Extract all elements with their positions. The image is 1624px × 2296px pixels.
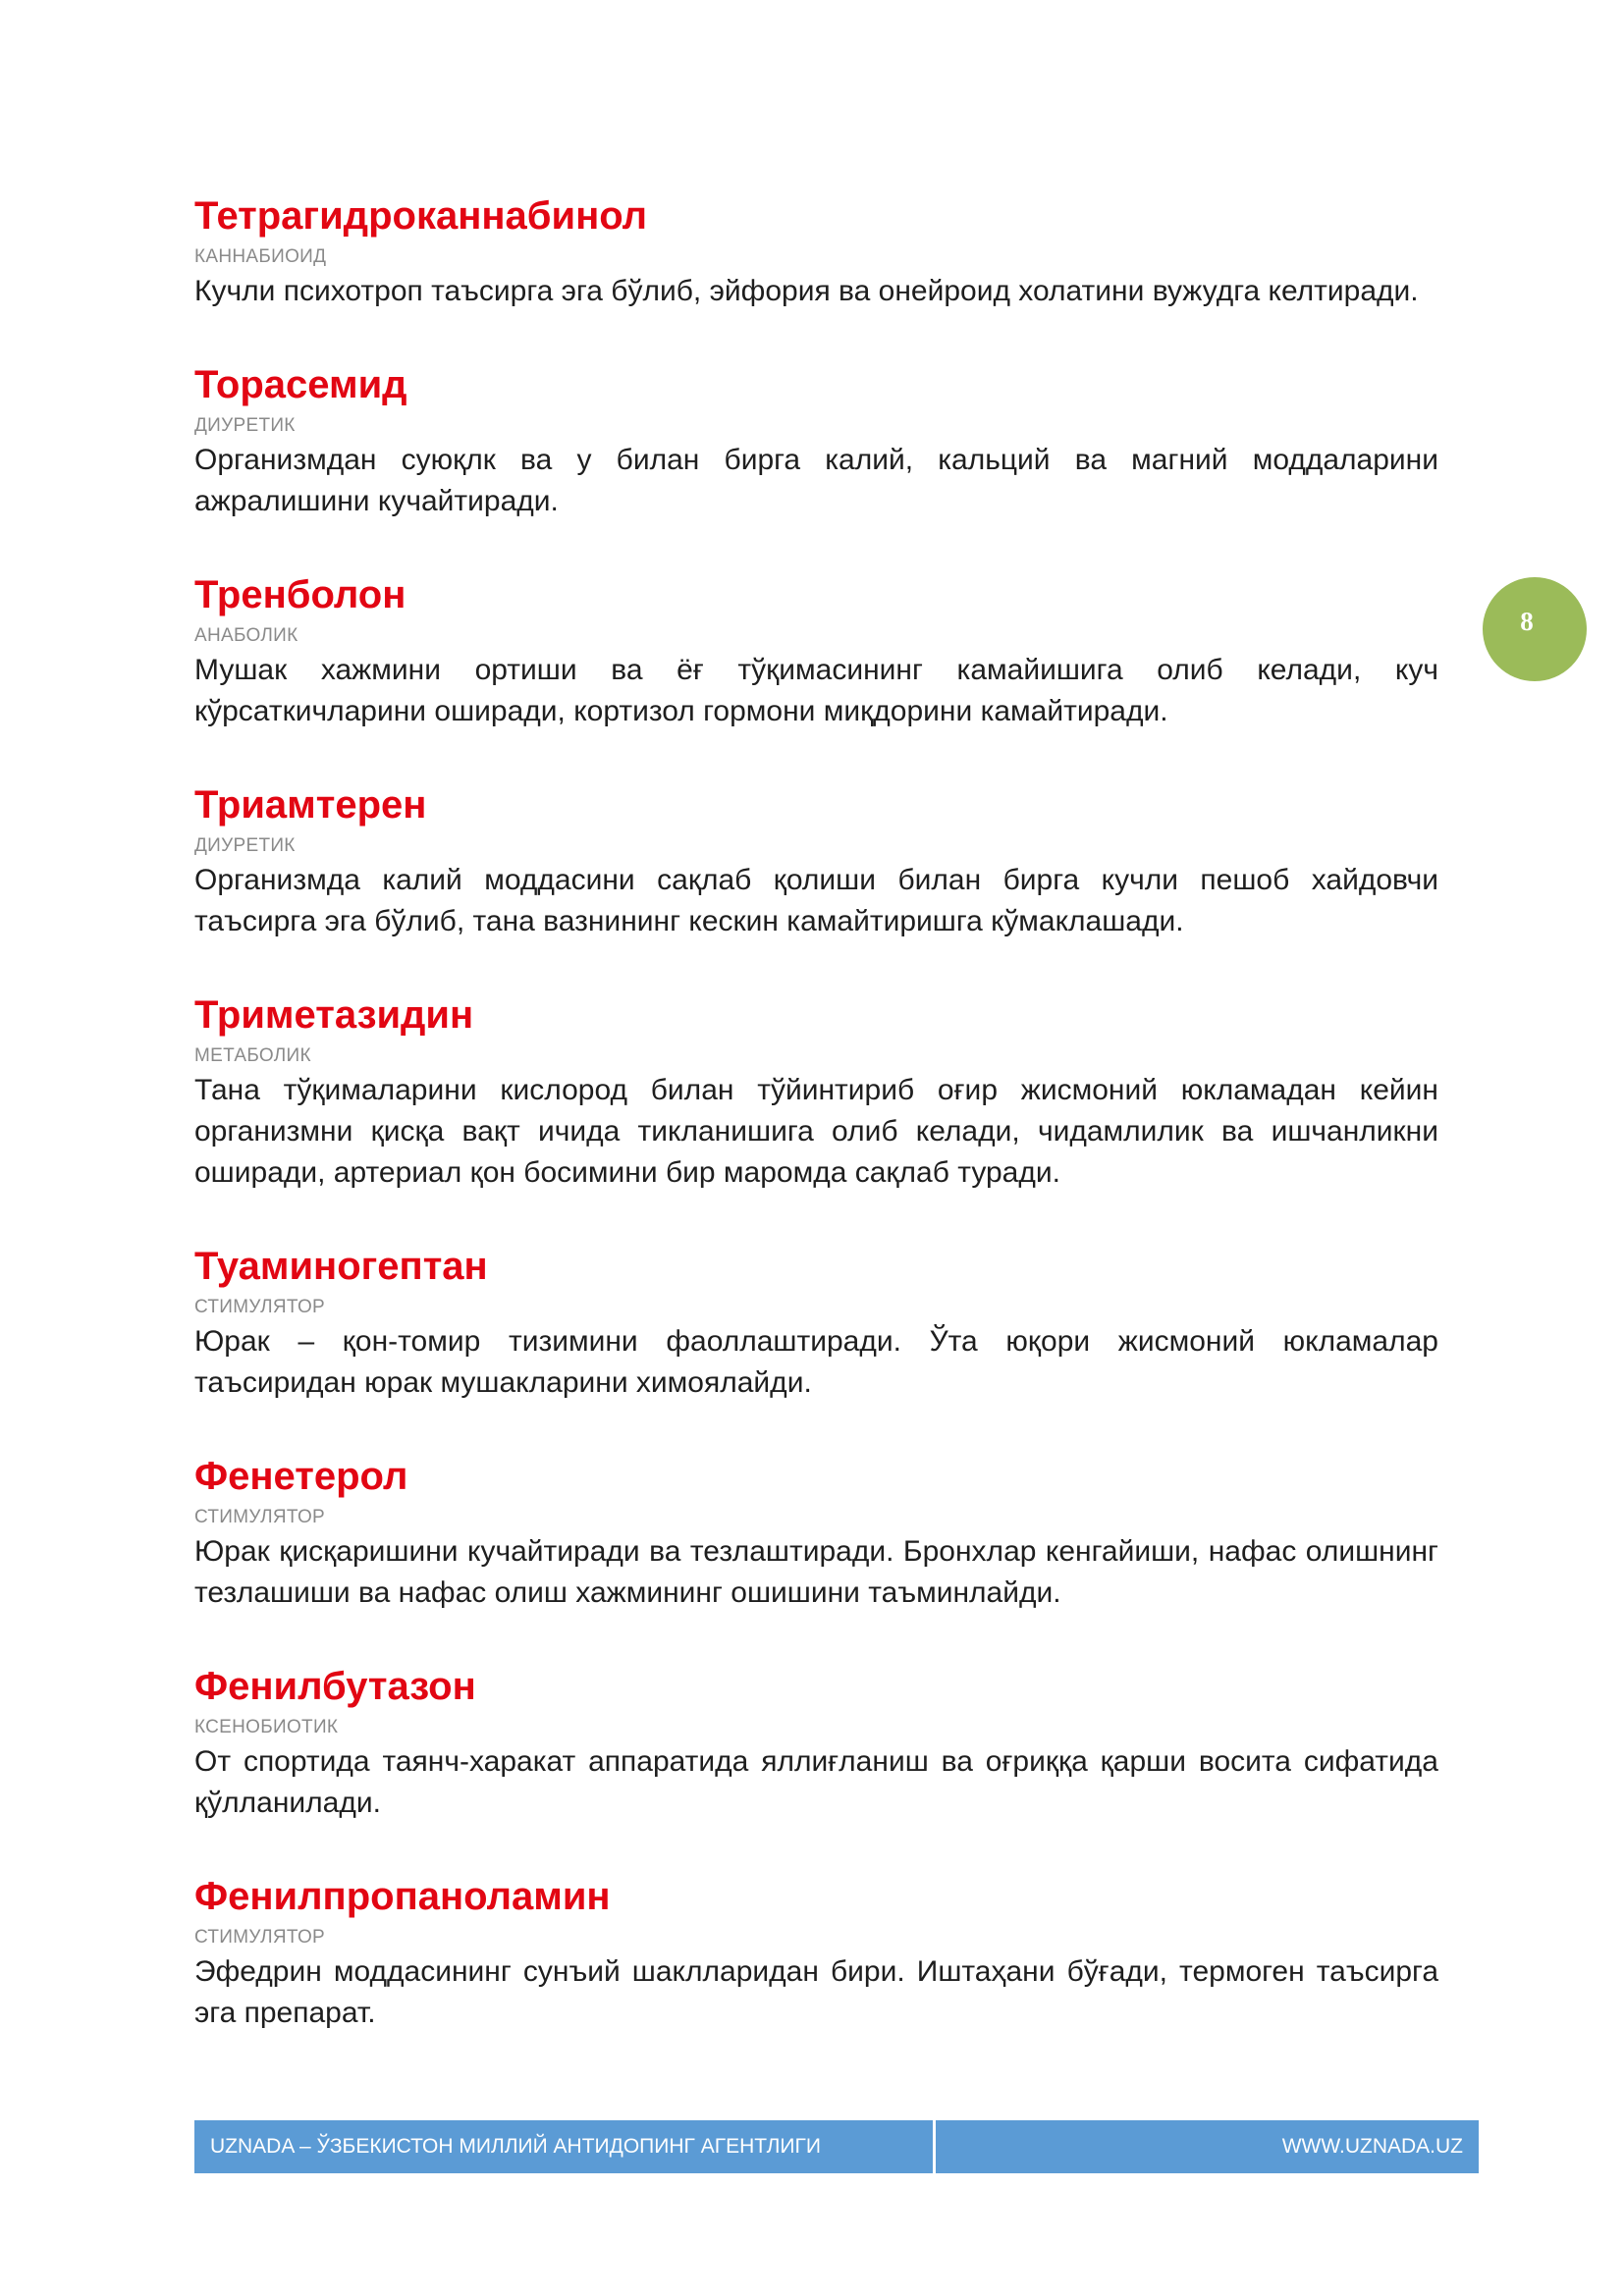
entry-description: Организмда калий моддасини сақлаб қолиши билан бирга кучли пешоб хайдовчи таъсирга эга бўлиб, тана вазнининг кескин камайтиришга кўмаклашади.	[194, 864, 1438, 937]
entry-description: Юрак қисқаришини кучайтиради ва тезлаштиради. Бронхлар кенгайиши, нафас олишнинг тезлашиши ва нафас олиш хажмининг ошишини таъминлайди.	[194, 1535, 1438, 1609]
entry-description: От спортида таянч-харакат аппаратида яллиғланиш ва оғриққа қарши восита сифатида қўлланилади.	[194, 1745, 1438, 1819]
entry-title: Фенилбутазон	[194, 1665, 476, 1708]
entry-category: ДИУРЕТИК	[194, 415, 296, 436]
entry-title: Фенилпропаноламин	[194, 1875, 611, 1918]
glossary-entry	[194, 361, 1438, 522]
entry-title: Триметазидин	[194, 993, 474, 1037]
glossary-entry	[194, 192, 1438, 312]
glossary-entry	[194, 1243, 1438, 1404]
entry-title: Торасемид	[194, 363, 407, 406]
glossary-entries	[194, 192, 1438, 2083]
glossary-entry	[194, 991, 1438, 1194]
entry-description: Юрак – қон-томир тизимини фаоллаштиради. Ўта юқори жисмоний юкламалар таъсиридан юрак мушакларини химоялайди.	[194, 1325, 1438, 1399]
entry-category: СТИМУЛЯТОР	[194, 1297, 326, 1317]
glossary-entry	[194, 1663, 1438, 1824]
entry-category: КСЕНОБИОТИК	[194, 1717, 339, 1737]
footer-website	[936, 2120, 1479, 2173]
entry-description: Тана тўқималарини кислород билан тўйинтириб оғир жисмоний юкламадан кейин организмни қисқа вақт ичида тикланишига олиб келади, чидамлилик ва ишчанликни оширади, артериал қон босимини бир маромда сақлаб туради.	[194, 1074, 1438, 1189]
glossary-entry	[194, 781, 1438, 942]
entry-category: СТИМУЛЯТОР	[194, 1507, 326, 1527]
entry-description: Организмдан суюқлк ва у билан бирга калий, кальций ва магний моддаларини ажралишини кучайтиради.	[194, 444, 1438, 517]
entry-description: Кучли психотроп таъсирга эга бўлиб, эйфория ва онейроид холатини вужудга келтиради.	[194, 275, 1419, 307]
glossary-entry	[194, 571, 1438, 732]
page-footer	[194, 2120, 1479, 2173]
entry-title: Фенетерол	[194, 1455, 408, 1498]
entry-title: Туаминогептан	[194, 1245, 488, 1288]
entry-title: Триамтерен	[194, 783, 427, 827]
footer-organization-text: UZNADA – ЎЗБЕКИСТОН МИЛЛИЙ АНТИДОПИНГ АГЕНТЛИГИ	[210, 2135, 821, 2158]
entry-category: МЕТАБОЛИК	[194, 1045, 311, 1066]
footer-organization	[194, 2120, 933, 2173]
entry-category: СТИМУЛЯТОР	[194, 1927, 326, 1948]
entry-category: АНАБОЛИК	[194, 625, 298, 646]
entry-category: ДИУРЕТИК	[194, 835, 296, 856]
entry-title: Тетрагидроканнабинол	[194, 194, 648, 238]
glossary-entry	[194, 1453, 1438, 1614]
entry-description: Мушак хажмини ортиши ва ёғ тўқимасининг камайишига олиб келади, куч кўрсаткичларини оширади, кортизол гормони миқдорини камайтиради.	[194, 654, 1438, 727]
footer-website-text: WWW.UZNADA.UZ	[1281, 2135, 1463, 2158]
page-number: 8	[1520, 607, 1534, 636]
entry-title: Тренболон	[194, 573, 406, 616]
entry-description: Эфедрин моддасининг сунъий шаклларидан бири. Иштаҳани бўғади, термоген таъсирга эга препарат.	[194, 1955, 1438, 2029]
glossary-entry	[194, 1873, 1438, 2034]
entry-category: КАННАБИОИД	[194, 246, 327, 267]
page-number-badge	[1483, 577, 1587, 681]
